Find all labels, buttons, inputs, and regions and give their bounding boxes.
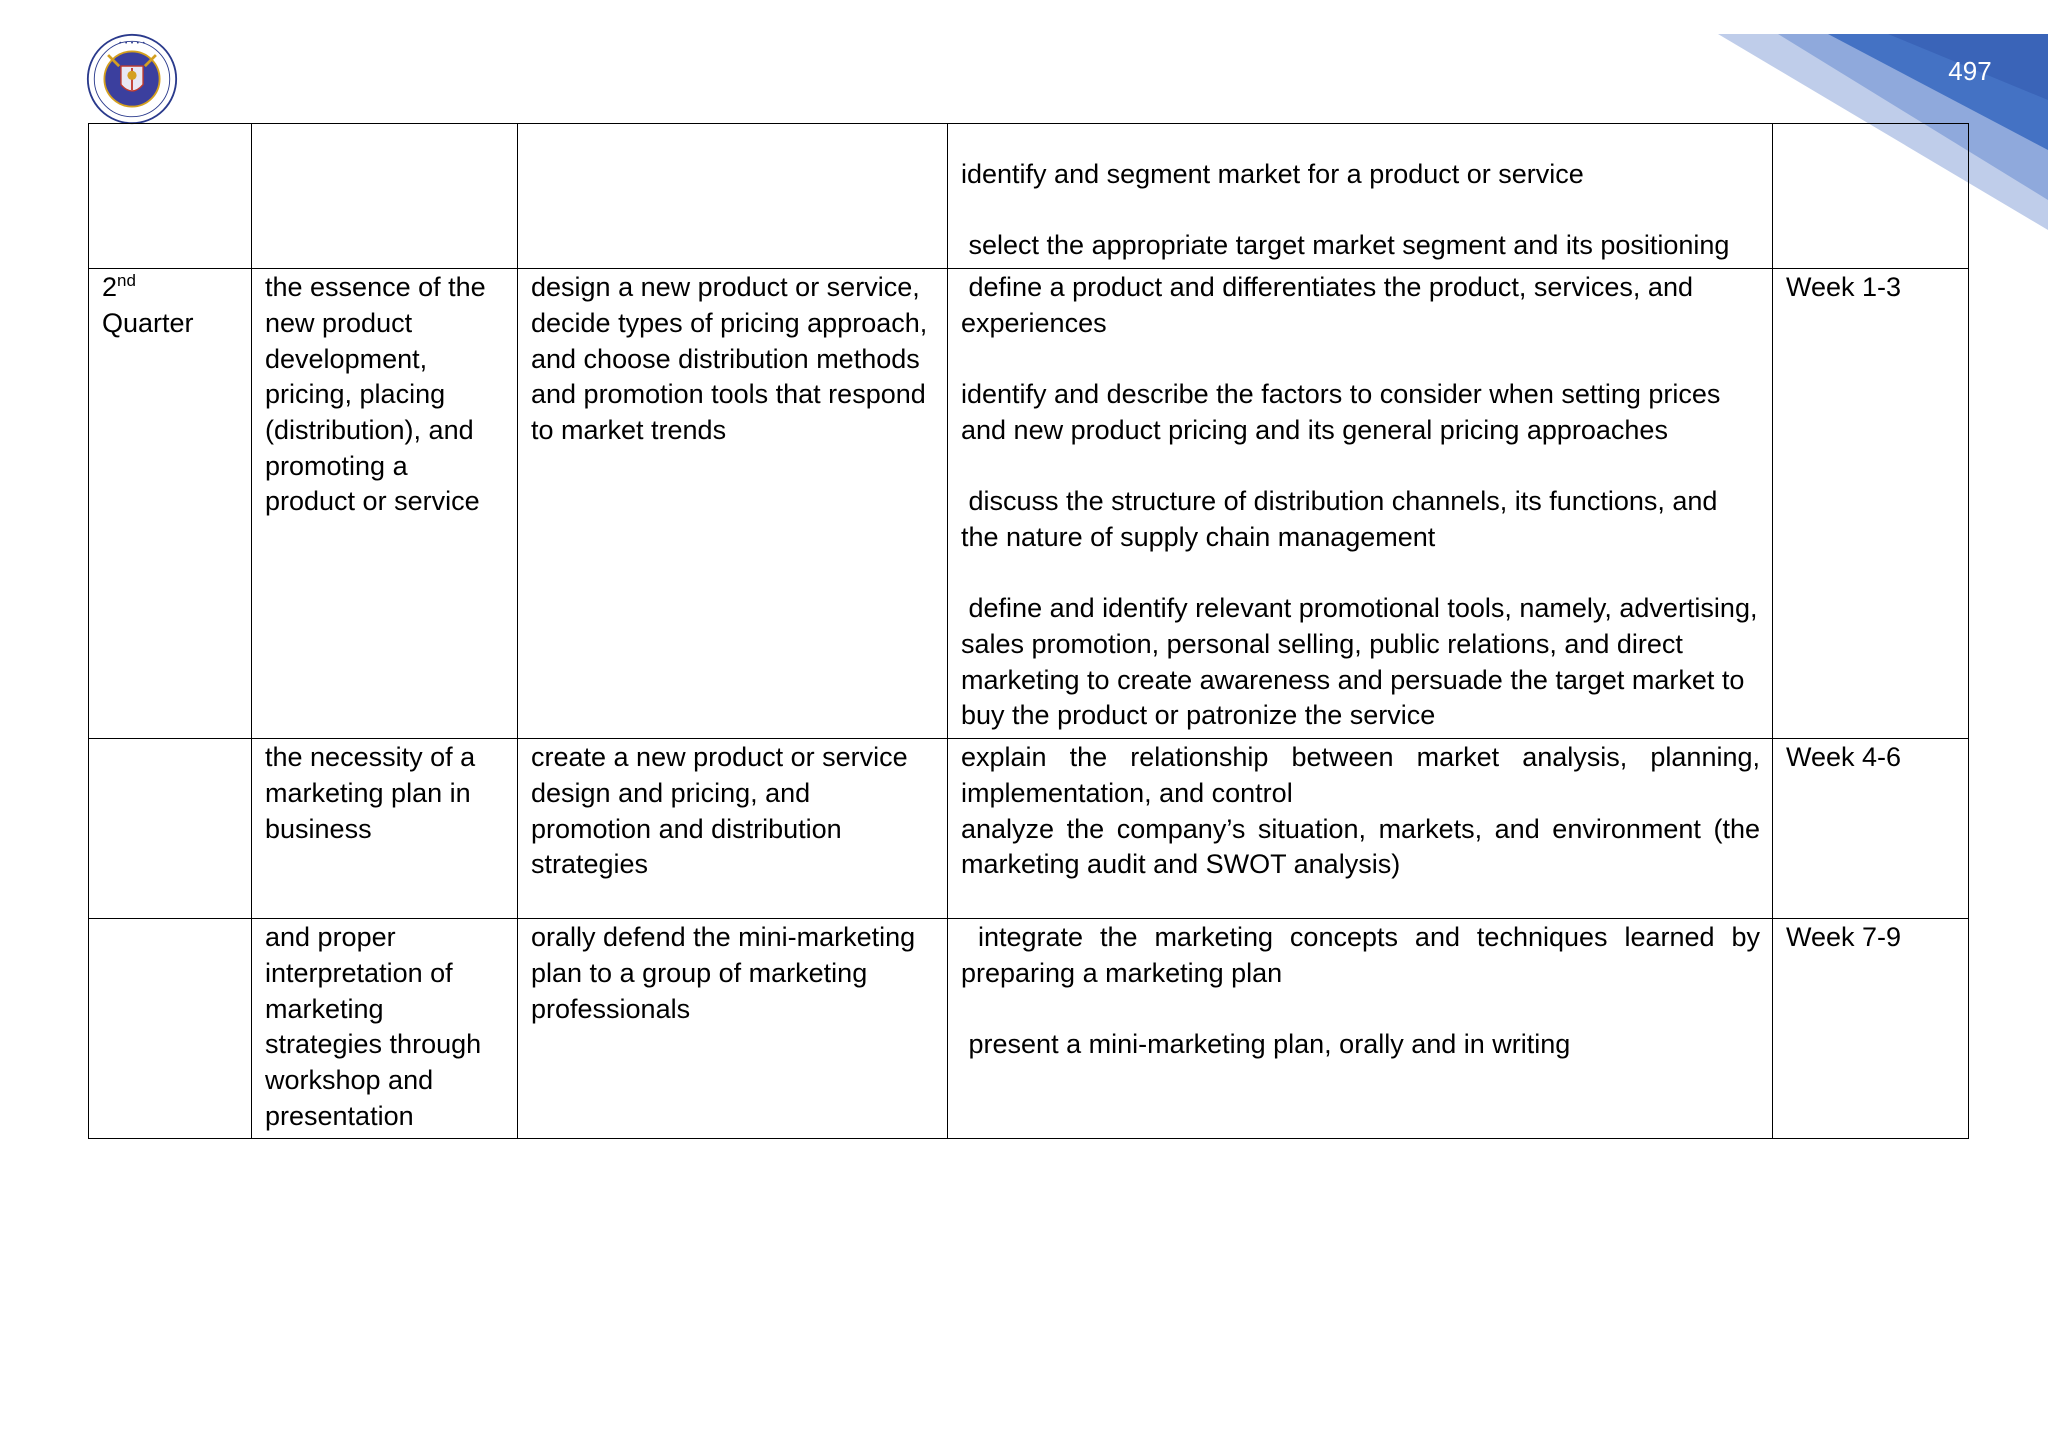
content-cell: the necessity of a marketing plan in business (252, 739, 518, 919)
content-cell: the essence of the new product development, pricing, placing (distribution), and promoting a product or service (252, 269, 518, 739)
deped-seal-icon (86, 33, 178, 125)
standard-cell: orally defend the mini-marketing plan to a group of marketing professionals (518, 919, 948, 1139)
quarter-label: Quarter (102, 307, 194, 338)
content-cell (252, 124, 518, 269)
content-cell: and proper interpretation of marketing strategies through workshop and presentation (252, 919, 518, 1139)
quarter-ordinal: nd (117, 271, 136, 291)
duration-cell: Week 7-9 (1773, 919, 1969, 1139)
competency-item: identify and describe the factors to consider when setting prices and new product pricing and its general pricing approaches (961, 379, 1721, 445)
table-row (89, 124, 1969, 269)
table-row (89, 269, 1969, 739)
competency-item: explain the relationship between market analysis, planning, implementation, and control (961, 742, 1760, 808)
table-row (89, 919, 1969, 1139)
quarter-cell (89, 269, 252, 739)
svg-text:• • • • •: • • • • • (118, 38, 146, 47)
quarter-cell (89, 739, 252, 919)
duration-cell (1773, 124, 1969, 269)
standard-cell: design a new product or service, decide types of pricing approach, and choose distribution methods and promotion tools that respond to market trends (518, 269, 948, 739)
duration-cell: Week 1-3 (1773, 269, 1969, 739)
competency-cell (948, 269, 1773, 739)
competency-cell (948, 739, 1773, 919)
competency-item: define and identify relevant promotional tools, namely, advertising, sales promotion, personal selling, public relations, and direct marketing to create awareness and persuade the target market to buy the product or patronize the service (961, 593, 1765, 731)
competency-item: define a product and differentiates the product, services, and experiences (961, 272, 1701, 338)
competency-item: analyze the company’s situation, markets, and environment (the marketing audit and SWOT analysis) (961, 813, 1760, 880)
quarter-number: 2 (102, 272, 118, 303)
competency-item: identify and segment market for a product or service (961, 159, 1584, 189)
competency-cell (948, 919, 1773, 1139)
competency-cell (948, 124, 1773, 269)
page-number: 497 (1948, 56, 1992, 86)
quarter-cell (89, 124, 252, 269)
competency-item: present a mini-marketing plan, orally and in writing (961, 1029, 1571, 1060)
competency-item: discuss the structure of distribution channels, its functions, and the nature of supply chain management (961, 486, 1725, 552)
standard-cell: create a new product or service design and pricing, and promotion and distribution strategies (518, 739, 948, 919)
table-row (89, 739, 1969, 919)
competency-item: select the appropriate target market segment and its positioning (961, 230, 1730, 261)
quarter-cell (89, 919, 252, 1139)
competency-item: integrate the marketing concepts and techniques learned by preparing a marketing plan (961, 922, 1768, 988)
curriculum-table (88, 123, 1969, 1139)
standard-cell (518, 124, 948, 269)
duration-cell: Week 4-6 (1773, 739, 1969, 919)
